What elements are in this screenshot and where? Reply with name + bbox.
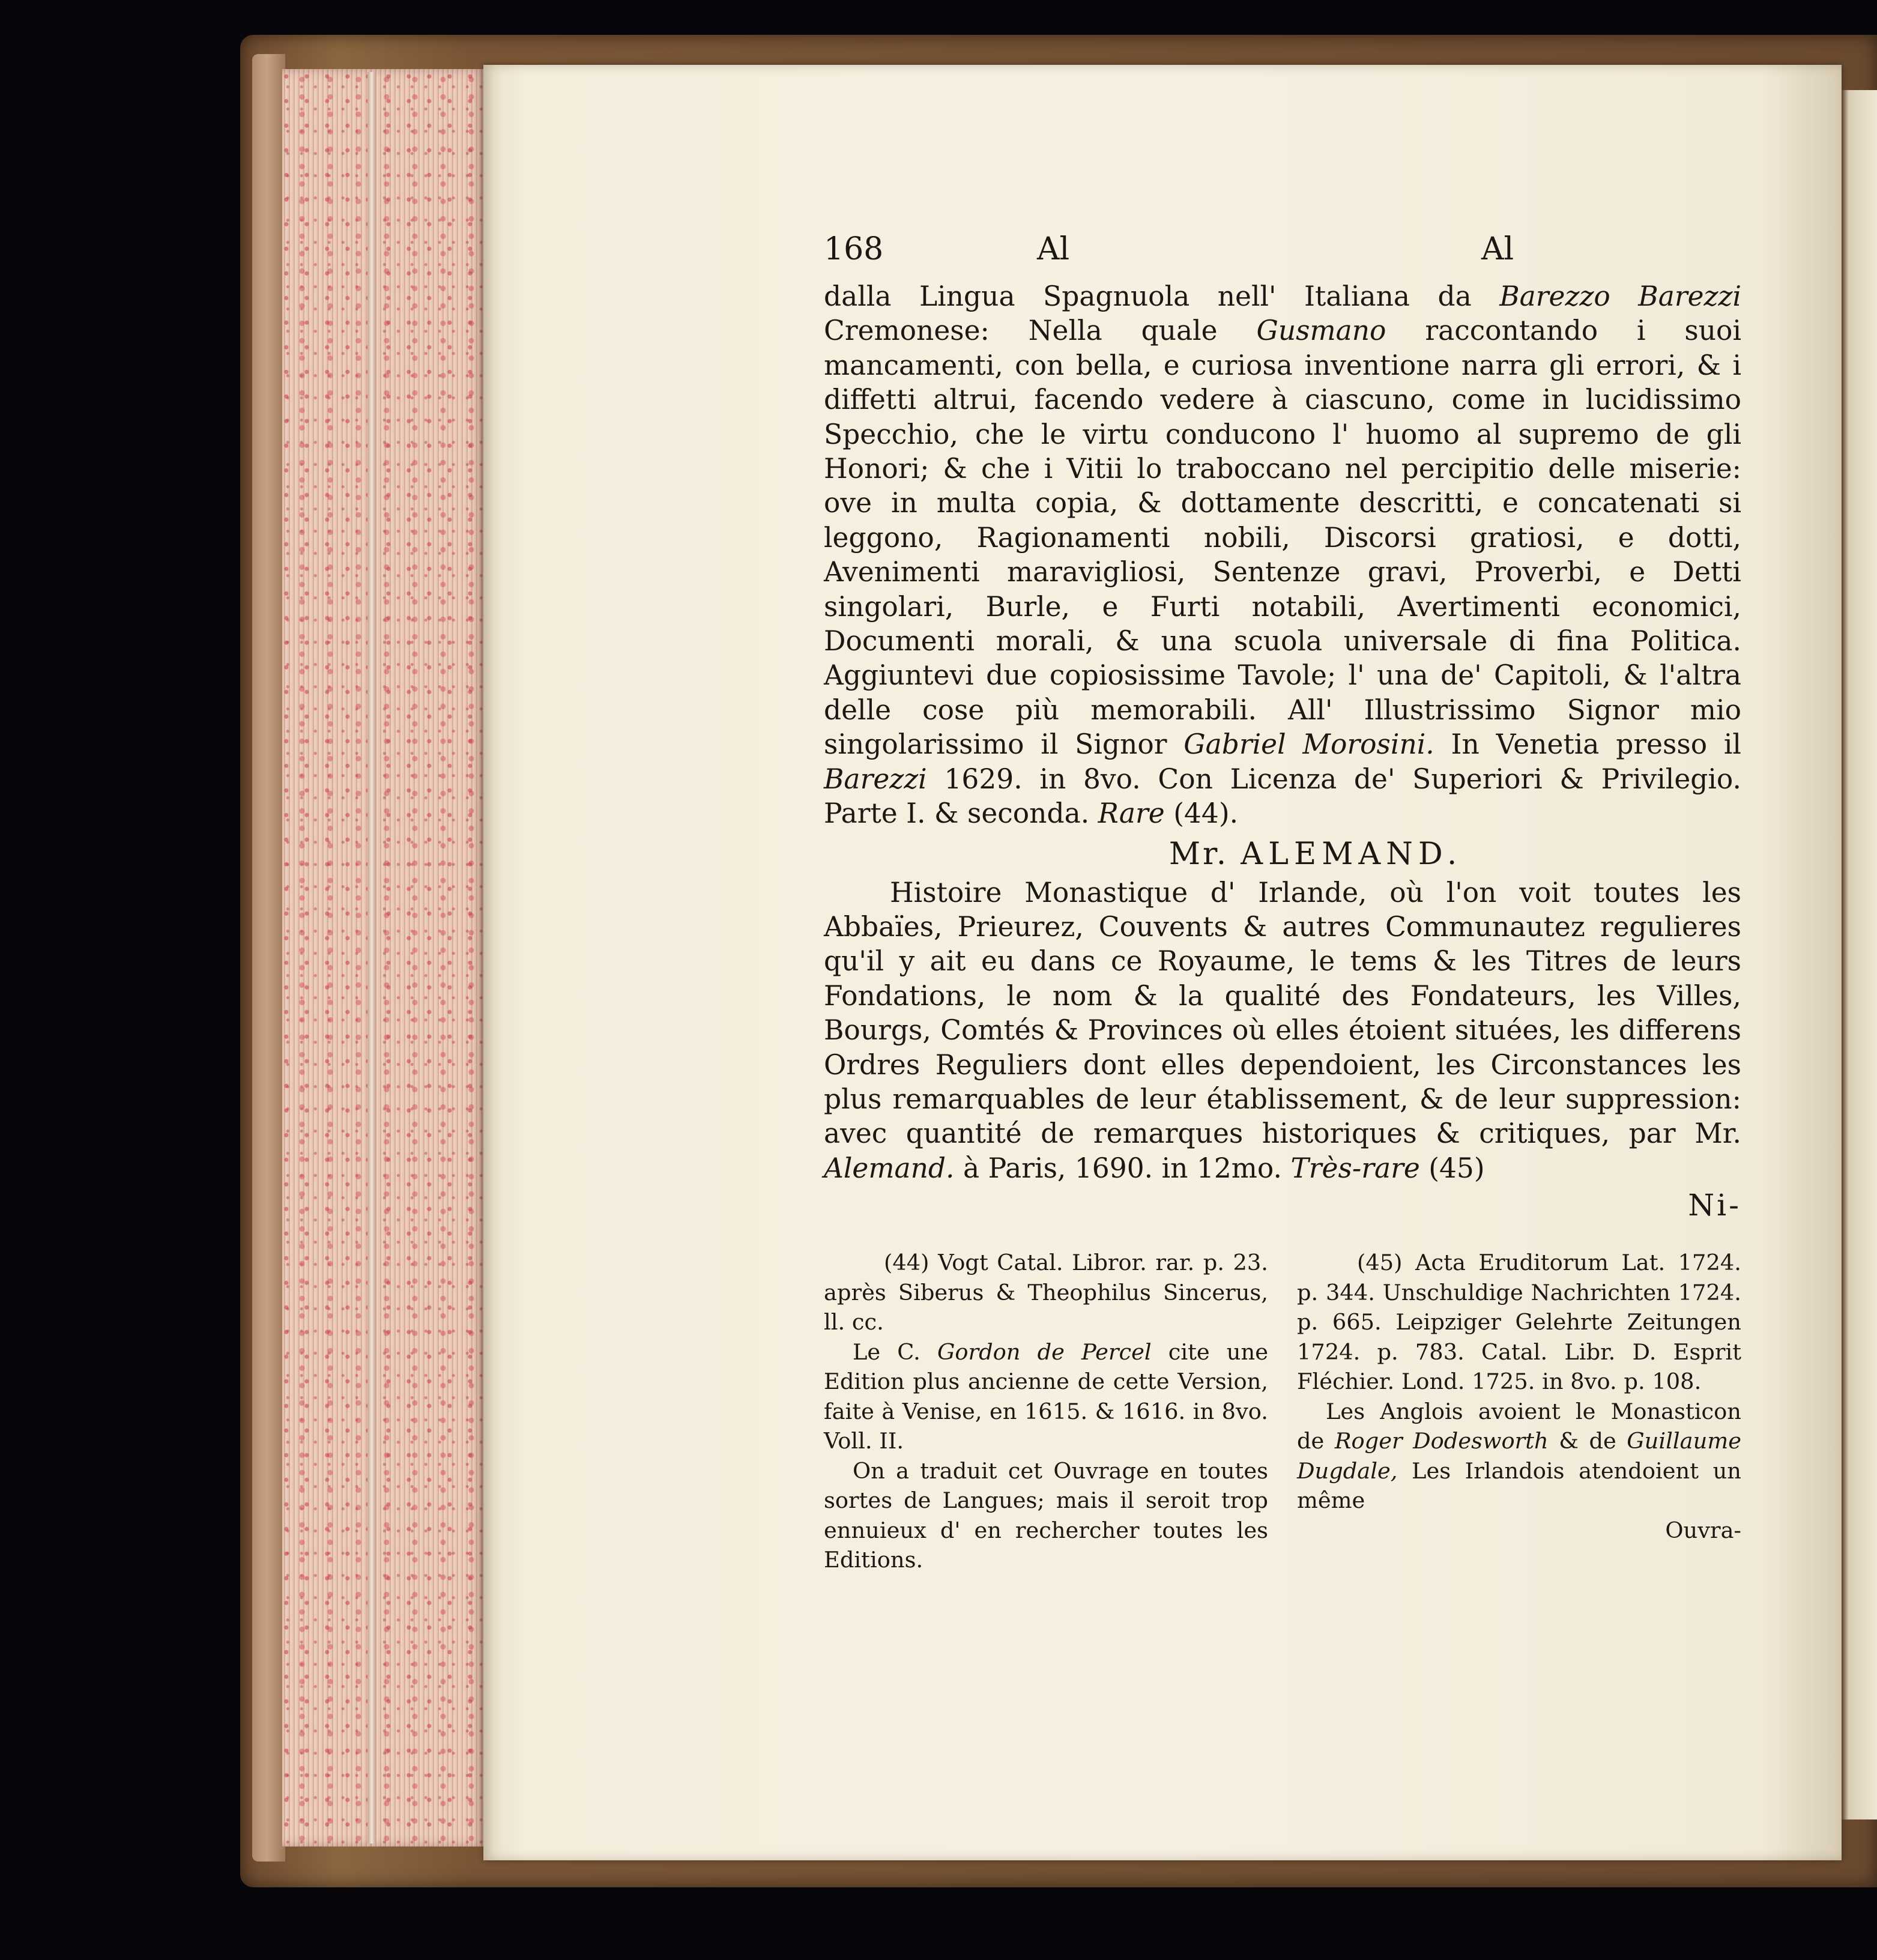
catchword: Ni- xyxy=(1688,1188,1741,1223)
running-head-left: Al xyxy=(1037,231,1070,267)
entry2-note-ref: (45) xyxy=(1419,1152,1485,1184)
entry1-printer: Barezzi xyxy=(824,763,927,795)
facing-page-edge xyxy=(1842,90,1877,1819)
entry2-text: à Paris, 1690. in 12mo. xyxy=(954,1152,1291,1184)
entry1-gusmano: Gusmano xyxy=(1256,315,1386,347)
entry2-author: Alemand. xyxy=(824,1152,955,1184)
footnote-45 xyxy=(1297,1248,1741,1575)
footnote-name: Roger Dodesworth xyxy=(1334,1428,1549,1454)
entry1-text: raccontando i suoi mancamenti, con bella, e curiosa inventione narra gli errori, & i diffetti altrui, facendo vedere à ciascuno, come in lucidissimo Specchio, che le virtu conducono l' huomo al supremo de gli Honori; & che i Vitii lo traboccano nel percipitio delle miserie: ove in multa copia, & dottamente descritti, e concatenati si leggono, Ragionamenti nobili, Discorsi gratiosi, e dotti, Avenimenti maravigliosi, Sentenze gravi, Proverbi, e Detti singolari, Burle, e Furti notabili, Avertimenti economici, Documenti morali, & una scuola universale di fina Politica. Aggiuntevi due copiosissime Tavole; l' una de' Capitoli, & l'altra delle cose più memorabili. All' Illustrissimo Signor mio singolarissimo il Signor xyxy=(824,315,1741,761)
footnote-text: Les Irlandois atendoient un même xyxy=(1297,1457,1741,1513)
main-text xyxy=(824,231,1741,1224)
entry1-text: 1629. in 8vo. Con Licenza de' Superiori & Privilegio. Parte I. & seconda. xyxy=(824,763,1741,830)
footnotes xyxy=(824,1248,1741,1575)
footnote-text: Le C. xyxy=(853,1338,937,1365)
page-number: 168 xyxy=(824,231,884,267)
footnote-text: Les Anglois avoient le Monasticon de xyxy=(1297,1398,1741,1454)
book-edge xyxy=(252,54,285,1862)
footnote-catchword: Ouvra- xyxy=(1665,1517,1741,1543)
entry1-text: In Venetia presso il xyxy=(1434,728,1741,761)
footnote-number: (45) xyxy=(1357,1250,1403,1275)
footnote-name: Guillaume Dugdale, xyxy=(1297,1428,1741,1484)
entry2-text: Histoire Monastique d' Irlande, où l'on voit toutes les Abbaïes, Prieurez, Couvents & autres Communautez regulieres qu'il y ait eu dans ce Royaume, le tems & les Titres de leurs Fondations, le nom & la qualité des Fondateurs, les Villes, Bourgs, Comtés & Provinces où elles étoient situées, les differens Ordres Reguliers dont elles dependoient, les Circonstances les plus remarquables de leur établissement, & de leur suppression: avec quantité de remarques historiques & critiques, par Mr. xyxy=(824,876,1741,1150)
heading-author-name: ALEMAND. xyxy=(1241,836,1463,872)
entry1-text: Cremonese: Nella quale xyxy=(824,315,1257,347)
entry1-note-ref: (44). xyxy=(1164,797,1239,830)
footnote-text: cite une Edition plus ancienne de cette Version, faite à Venise, en 1615. & 1616. in 8vo. Voll. II. xyxy=(824,1338,1268,1454)
footnote-44 xyxy=(824,1248,1268,1575)
running-head xyxy=(824,231,1741,279)
entry2-rarity: Très-rare xyxy=(1290,1152,1420,1184)
footnote-text: Acta Eruditorum Lat. 1724. p. 344. Unschuldige Nachrichten 1724. p. 665. Leipziger Gelehrte Zeitungen 1724. p. 783. Catal. Libr. D. Esprit Fléchier. Lond. 1725. in 8vo. p. 108. xyxy=(1297,1250,1741,1394)
footnote-text: & de xyxy=(1548,1428,1627,1454)
page-edges-speckled xyxy=(282,69,486,1847)
entry-alemand xyxy=(824,876,1741,1186)
entry-continuation xyxy=(824,279,1741,831)
entry1-translator: Barezzo Barezzi xyxy=(1499,280,1742,312)
running-head-right: Al xyxy=(1481,231,1514,267)
footnote-text: Vogt Catal. Libror. rar. p. 23. après Siberus & Theophilus Sincerus, ll. cc. xyxy=(824,1250,1268,1335)
entry1-text: dalla Lingua Spagnuola nell' Italiana da xyxy=(824,280,1500,312)
footnote-name: Gordon de Percel xyxy=(937,1338,1152,1365)
entry1-rarity: Rare xyxy=(1098,797,1165,830)
heading-prefix: Mr. xyxy=(1168,836,1229,872)
entry1-dedicatee: Gabriel Morosini. xyxy=(1183,728,1434,761)
page-gap xyxy=(367,72,376,1844)
footnote-text: On a traduit cet Ouvrage en toutes sortes de Langues; mais il seroit trop ennuieux d' en rechercher toutes les Editions. xyxy=(824,1457,1268,1573)
footnote-number: (44) xyxy=(884,1250,929,1275)
author-heading xyxy=(824,833,1741,876)
